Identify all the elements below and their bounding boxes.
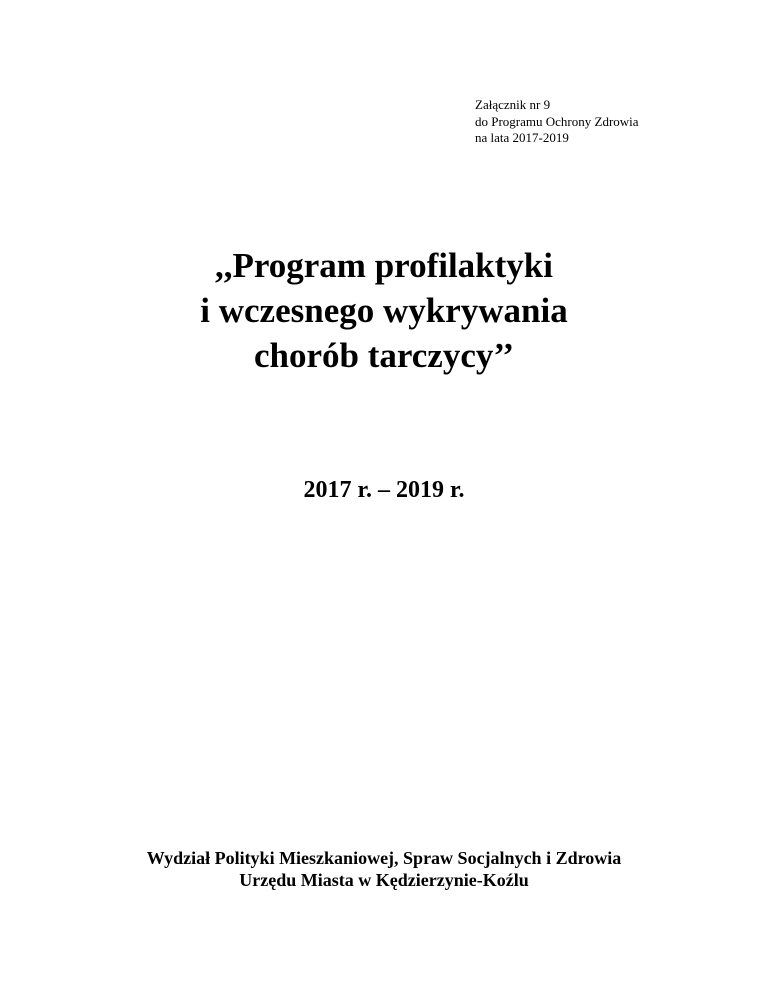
title-line: i wczesnego wykrywania (200, 291, 568, 330)
title-line: ,,Program profilaktyki (214, 246, 553, 285)
footer-line: Urzędu Miasta w Kędzierzynie-Koźlu (239, 870, 529, 890)
document-title (0, 243, 768, 378)
annex-line: do Programu Ochrony Zdrowia (475, 113, 639, 129)
annex-line: Załącznik nr 9 (475, 97, 551, 112)
title-line: chorób tarczycy’’ (253, 336, 515, 375)
issuing-department (0, 847, 768, 891)
program-period: 2017 r. – 2019 r. (303, 477, 465, 503)
footer-line: Wydział Polityki Mieszkaniowej, Spraw Socjalnych i Zdrowia (146, 848, 622, 868)
annex-note (475, 97, 639, 147)
annex-line: na lata 2017-2019 (475, 130, 569, 145)
